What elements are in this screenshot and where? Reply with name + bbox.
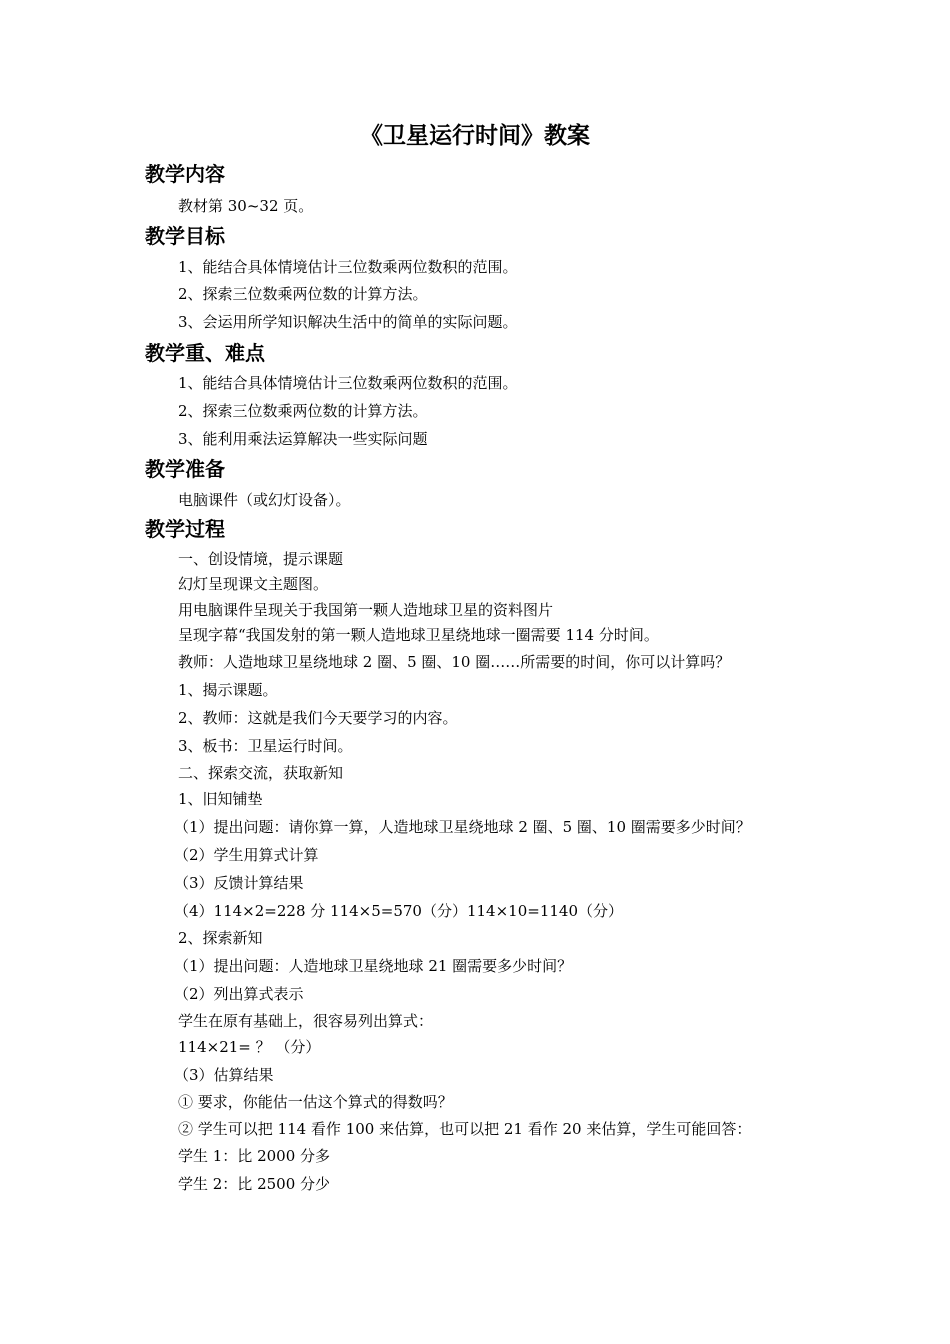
paragraph: 教材第 30~32 页。: [178, 197, 314, 215]
paragraph: 114×21= ？ （分）: [178, 1038, 321, 1056]
paragraph: 2、教师：这就是我们今天要学习的内容。: [178, 709, 458, 727]
paragraph: 1、揭示课题。: [178, 681, 278, 699]
paragraph: 呈现字幕“我国发射的第一颗人造地球卫星绕地球一圈需要 114 分时间。: [178, 626, 659, 644]
section-heading-content: 教学内容: [145, 162, 225, 186]
paragraph: 幻灯呈现课文主题图。: [178, 575, 329, 593]
paragraph: （3）估算结果: [174, 1066, 274, 1084]
section-heading-process: 教学过程: [145, 517, 225, 541]
paragraph: 学生在原有基础上，很容易列出算式：: [178, 1012, 434, 1030]
paragraph: （2）学生用算式计算: [174, 846, 319, 864]
paragraph: 2、探索三位数乘两位数的计算方法。: [178, 402, 428, 420]
paragraph: （1）提出问题：人造地球卫星绕地球 21 圈需要多少时间？: [174, 957, 573, 975]
paragraph: 用电脑课件呈现关于我国第一颗人造地球卫星的资料图片: [178, 601, 554, 619]
paragraph: 一、创设情境，提示课题: [178, 550, 344, 568]
paragraph: 学生 1：比 2000 分多: [178, 1147, 331, 1165]
paragraph: 学生 2：比 2500 分少: [178, 1175, 331, 1193]
paragraph: ① 要求，你能估一估这个算式的得数吗？: [178, 1093, 453, 1111]
paragraph: 3、会运用所学知识解决生活中的简单的实际问题。: [178, 313, 518, 331]
paragraph: 二、探索交流，获取新知: [178, 764, 344, 782]
paragraph: （3）反馈计算结果: [174, 874, 304, 892]
paragraph: 3、板书：卫星运行时间。: [178, 737, 353, 755]
page-title: 《卫星运行时间》教案: [360, 123, 590, 149]
paragraph: （1）提出问题：请你算一算，人造地球卫星绕地球 2 圈、5 圈、10 圈需要多少时间？: [174, 818, 751, 836]
paragraph: 3、能利用乘法运算解决一些实际问题: [178, 430, 428, 448]
paragraph: 1、能结合具体情境估计三位数乘两位数积的范围。: [178, 258, 518, 276]
paragraph: 教师：人造地球卫星绕地球 2 圈、5 圈、10 圈……所需要的时间，你可以计算吗？: [178, 653, 731, 671]
section-heading-preparation: 教学准备: [145, 457, 225, 481]
paragraph: （4）114×2=228 分 114×5=570（分）114×10=1140（分）: [174, 902, 623, 920]
paragraph: 1、旧知铺垫: [178, 790, 263, 808]
paragraph: 2、探索三位数乘两位数的计算方法。: [178, 285, 428, 303]
paragraph: ② 学生可以把 114 看作 100 来估算，也可以把 21 看作 20 来估算，学生可能回答：: [178, 1120, 752, 1138]
section-heading-goals: 教学目标: [145, 224, 225, 248]
paragraph: 1、能结合具体情境估计三位数乘两位数积的范围。: [178, 374, 518, 392]
paragraph: 电脑课件（或幻灯设备）。: [178, 491, 351, 509]
section-heading-key-points: 教学重、难点: [145, 341, 265, 365]
paragraph: 2、探索新知: [178, 929, 263, 947]
paragraph: （2）列出算式表示: [174, 985, 304, 1003]
